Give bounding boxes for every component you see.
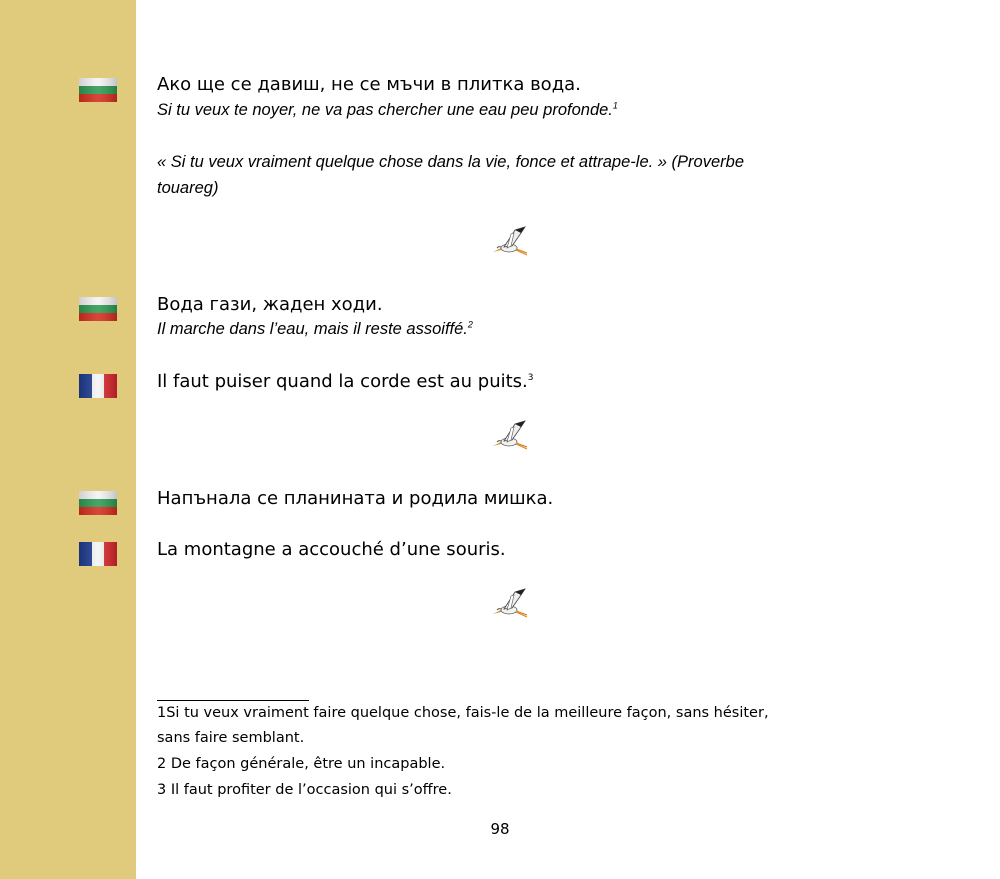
quote-line: « Si tu veux vraiment quelque chose dans la vie, fonce et attrape-le. » (Proverbe xyxy=(157,153,744,171)
stork-icon xyxy=(485,586,531,624)
stork-icon xyxy=(485,224,531,262)
proverb-bulgarian: Ако ще се давиш, не се мъчи в плитка вода. xyxy=(157,74,581,95)
bulgarian-flag-icon xyxy=(79,78,117,102)
footnote-1: 1Si tu veux vraiment faire quelque chose, fais-le de la meilleure façon, sans hésiter, xyxy=(157,705,769,721)
footnote-ref[interactable]: 1 xyxy=(612,100,618,111)
stork-icon xyxy=(485,418,531,456)
side-band xyxy=(0,0,136,879)
page-number: 98 xyxy=(490,820,510,838)
footnote-3: 3 Il faut profiter de l’occasion qui s’offre. xyxy=(157,782,452,798)
footnote-1-continued: sans faire semblant. xyxy=(157,730,305,746)
proverb-bulgarian: Напънала се планината и родила мишка. xyxy=(157,488,554,509)
bulgarian-flag-icon xyxy=(79,297,117,321)
proverb-french: La montagne a accouché d’une souris. xyxy=(157,539,506,560)
footnote-ref[interactable]: 3 xyxy=(527,373,534,383)
footnote-2: 2 De façon générale, être un incapable. xyxy=(157,756,446,772)
proverb-french: Il faut puiser quand la corde est au puits.$^3$ xyxy=(157,371,534,392)
bulgarian-flag-icon xyxy=(79,491,117,515)
footnote-ref[interactable]: 2 xyxy=(467,319,473,330)
footnote-divider xyxy=(157,700,309,701)
proverb-translation: Si tu veux te noyer, ne va pas chercher une eau peu profonde.$^1$ xyxy=(157,100,618,119)
proverb-bulgarian: Вода гази, жаден ходи. xyxy=(157,294,383,315)
proverb-translation: Il marche dans l’eau, mais il reste assoiffé.$^2$ xyxy=(157,319,473,338)
french-flag-icon xyxy=(79,374,117,398)
french-flag-icon xyxy=(79,542,117,566)
quote-line: touareg) xyxy=(157,179,219,197)
